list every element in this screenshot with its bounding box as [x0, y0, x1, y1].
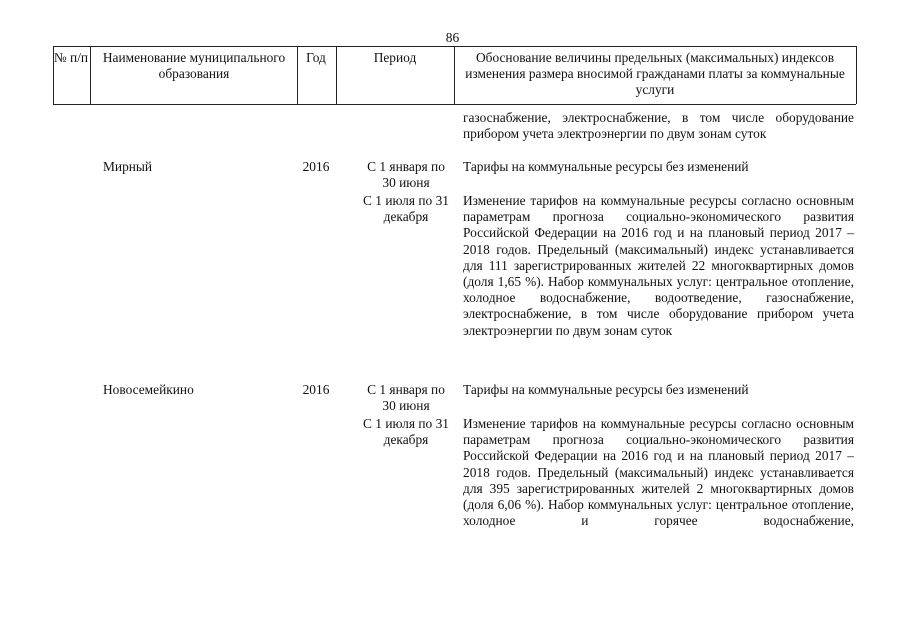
header-period: Период	[373, 50, 417, 65]
row-justification-2: Изменение тарифов на коммунальные ресурсы согласно основным параметрам прогноза социально-экономического развития Российской Федерации на 2016 год и на плановый период 2017 – 2018 годов. Предельный (максимальный) индекс устанавливается для 111 зарегистрированных жителей 22 многоквартирных домов (доля 1,65 %). Набор коммунальных услуг: центральное отопление, холодное водоснабжение, водоотведение, газоснабжение, электроснабжение, в том числе оборудование прибором учета электроэнергии по двум зонам суток	[463, 193, 854, 338]
header-year: Год	[306, 50, 326, 65]
row-period-2: С 1 июля по 31 декабря	[363, 416, 449, 448]
row-period-1: С 1 января по 30 июня	[367, 159, 445, 191]
header-justification: Обоснование величины предельных (максимальных) индексов изменения размера вносимой гражданами платы за коммунальные услуги	[465, 50, 845, 98]
header-col-divider	[856, 46, 857, 104]
row-name: Новосемейкино	[103, 382, 194, 397]
header-name: Наименование муниципального образования	[102, 50, 286, 82]
row-justification-1: Тарифы на коммунальные ресурсы без изменений	[463, 382, 749, 397]
page-number: 86	[445, 30, 460, 45]
row-year: 2016	[302, 382, 330, 397]
row-period-2: С 1 июля по 31 декабря	[363, 193, 449, 225]
row-year: 2016	[302, 159, 330, 174]
row-justification-1: Тарифы на коммунальные ресурсы без изменений	[463, 159, 749, 174]
header-num: № п/п	[53, 50, 89, 65]
header-bottom-border	[53, 104, 856, 105]
row-justification-2: Изменение тарифов на коммунальные ресурсы согласно основным параметрам прогноза социально-экономического развития Российской Федерации на 2016 год и на плановый период 2017 – 2018 годов. Предельный (максимальный) индекс устанавливается для 395 зарегистрированных жителей 2 многоквартирных домов (доля 6,06 %). Набор коммунальных услуг: центральное отопление, холодное и горячее водоснабжение,	[463, 416, 854, 529]
continuation-text: газоснабжение, электроснабжение, в том числе оборудование прибором учета электроэнергии по двум зонам суток	[463, 110, 854, 142]
row-period-1: С 1 января по 30 июня	[367, 382, 445, 414]
row-name: Мирный	[103, 159, 153, 174]
